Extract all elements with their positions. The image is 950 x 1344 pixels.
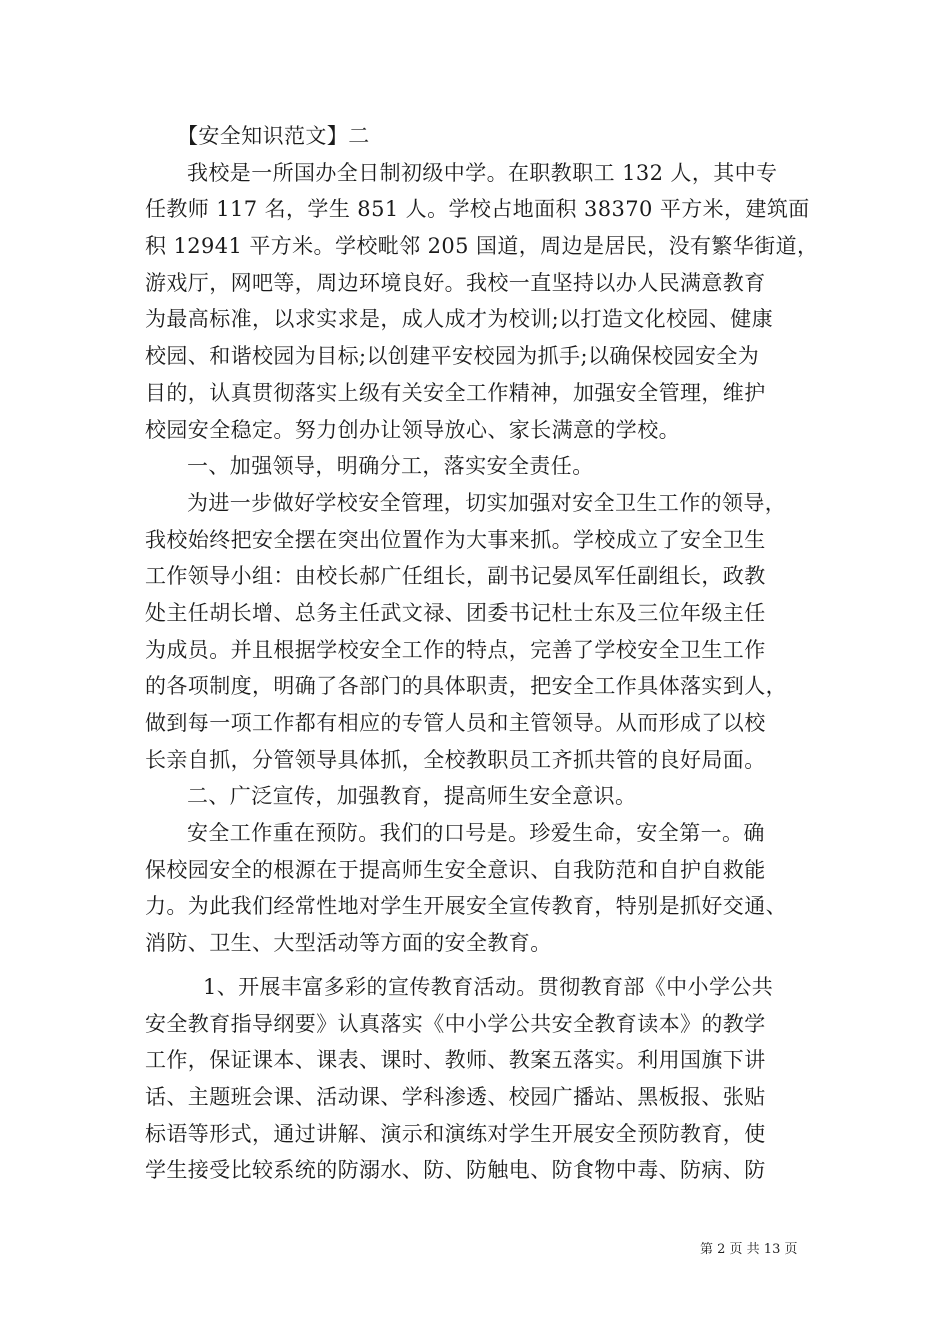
- document-body: [145, 118, 819, 1189]
- text-line: 标语等形式，通过讲解、演示和演练对学生开展安全预防教育，使: [145, 1121, 766, 1146]
- text-line: 游戏厅，网吧等，周边环境良好。我校一直坚持以办人民满意教育: [145, 270, 766, 295]
- text-line: 我校是一所国办全日制初级中学。在职教职工 132 人，其中专: [187, 160, 778, 185]
- paragraph-leadership: [145, 485, 810, 779]
- text-line: 保校园安全的根源在于提高师生安全意识、自我防范和自护自救能: [145, 857, 766, 882]
- text-line: 力。为此我们经常性地对学生开展安全宣传教育，特别是抓好交通、: [145, 894, 787, 919]
- text-line: 的各项制度，明确了各部门的具体职责，把安全工作具体落实到人，: [145, 674, 787, 699]
- text-line: 1、开展丰富多彩的宣传教育活动。贯彻教育部《中小学公共: [203, 974, 774, 999]
- text-line: 校园、和谐校园为目标;以创建平安校园为抓手;以确保校园安全为: [145, 344, 760, 369]
- text-line: 消防、卫生、大型活动等方面的安全教育。: [145, 931, 552, 956]
- paragraph-prevention: [145, 815, 810, 962]
- text-line: 为最高标准，以求实求是，成人成才为校训;以打造文化校园、健康: [145, 307, 774, 332]
- text-line: 我校始终把安全摆在突出位置作为大事来抓。学校成立了安全卫生: [145, 527, 766, 552]
- paragraph-activities: [145, 969, 810, 1189]
- page-number-footer: 第 2 页 共 13 页: [700, 1242, 798, 1257]
- text-line: 话、主题班会课、活动课、学科渗透、校园广播站、黑板报、张贴: [145, 1084, 766, 1109]
- text-line: 处主任胡长增、总务主任武文禄、团委书记杜士东及三位年级主任: [145, 600, 766, 625]
- text-line: 校园安全稳定。努力创办让领导放心、家长满意的学校。: [145, 417, 680, 442]
- text-line: 做到每一项工作都有相应的专管人员和主管领导。从而形成了以校: [145, 711, 766, 735]
- text-line: 学生接受比较系统的防溺水、防、防触电、防食物中毒、防病、防: [145, 1158, 766, 1183]
- section-heading-2: 二、广泛宣传，加强教育，提高师生安全意识。: [187, 784, 637, 809]
- text-line: 为进一步做好学校安全管理，切实加强对安全卫生工作的领导，: [187, 490, 787, 515]
- text-line: 长亲自抓，分管领导具体抓，全校教职员工齐抓共管的良好局面。: [145, 747, 766, 772]
- text-line: 工作领导小组：由校长郝广任组长，副书记晏凤军任副组长，政教: [145, 564, 766, 589]
- doc-title: 【安全知识范文】二: [177, 124, 370, 148]
- text-line: 为成员。并且根据学校安全工作的特点，完善了学校安全卫生工作: [145, 637, 766, 662]
- section-heading-1: 一、加强领导，明确分工，落实安全责任。: [187, 454, 594, 479]
- paragraph-gap: [145, 962, 810, 969]
- text-line: 积 12941 平方米。学校毗邻 205 国道，周边是居民，没有繁华街道，: [145, 234, 819, 259]
- text-line: 目的，认真贯彻落实上级有关安全工作精神，加强安全管理，维护: [145, 380, 766, 405]
- paragraph-intro: [145, 155, 819, 449]
- text-line: 工作，保证课本、课表、课时、教师、教案五落实。利用国旗下讲: [145, 1048, 766, 1073]
- text-line: 安全工作重在预防。我们的口号是。珍爱生命，安全第一。确: [187, 821, 765, 846]
- text-line: 任教师 117 名，学生 851 人。学校占地面积 38370 平方米，建筑面: [145, 197, 810, 222]
- text-line: 安全教育指导纲要》认真落实《中小学公共安全教育读本》的教学: [145, 1011, 766, 1036]
